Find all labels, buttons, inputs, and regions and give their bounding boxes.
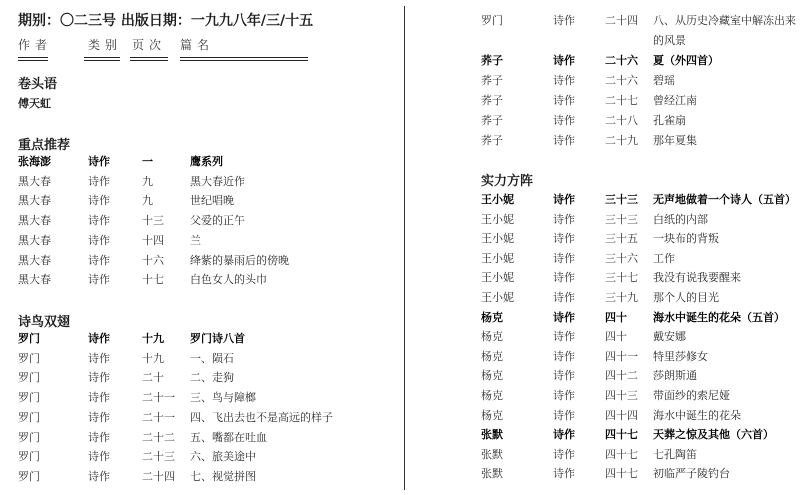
entry-author: 荞子 bbox=[481, 94, 503, 107]
entry-author: 荞子 bbox=[481, 74, 503, 87]
entry-category: 诗作 bbox=[553, 232, 575, 246]
entry-category: 诗作 bbox=[553, 94, 575, 107]
entry-category: 诗作 bbox=[88, 469, 110, 483]
entry-author: 杨克 bbox=[481, 369, 503, 383]
entry-title: 兰 bbox=[190, 233, 201, 247]
entry-page: 四十七 bbox=[605, 428, 638, 442]
entry-author: 王小妮 bbox=[481, 193, 514, 206]
entry-category: 诗作 bbox=[88, 155, 110, 168]
col-author: 作者 bbox=[18, 38, 53, 52]
entry-page: 二十三 bbox=[142, 450, 175, 464]
entry-title: 白纸的内部 bbox=[653, 212, 708, 226]
entry-category: 诗作 bbox=[88, 273, 110, 287]
entry-category: 诗作 bbox=[553, 310, 575, 324]
editor-name: 傅天虹 bbox=[18, 97, 51, 110]
entry-page: 二十七 bbox=[605, 94, 638, 107]
entry-title: 那年夏集 bbox=[653, 134, 697, 147]
entry-page: 四十二 bbox=[605, 369, 638, 383]
entry-title: 莎朗斯通 bbox=[653, 369, 697, 383]
column-divider bbox=[404, 6, 405, 490]
entry-author: 罗门 bbox=[18, 450, 40, 464]
entry-page: 三十七 bbox=[605, 271, 638, 285]
entry-author: 王小妮 bbox=[481, 271, 514, 285]
entry-category: 诗作 bbox=[553, 74, 575, 87]
entry-author: 罗门 bbox=[18, 391, 40, 405]
entry-author: 罗门 bbox=[18, 469, 40, 483]
entry-category: 诗作 bbox=[553, 349, 575, 363]
entry-author: 杨克 bbox=[481, 349, 503, 363]
entry-title: 鹰系列 bbox=[190, 155, 223, 168]
entry-title: 六、旅美途中 bbox=[190, 450, 256, 464]
entry-title: 戴安娜 bbox=[653, 330, 686, 344]
entry-category: 诗作 bbox=[553, 271, 575, 285]
entry-author: 黑大春 bbox=[18, 194, 51, 208]
entry-category: 诗作 bbox=[553, 291, 575, 304]
entry-author: 罗门 bbox=[18, 430, 40, 444]
entry-category: 诗作 bbox=[88, 450, 110, 464]
entry-page: 三十五 bbox=[605, 232, 638, 246]
entry-category: 诗作 bbox=[553, 114, 575, 127]
entry-category: 诗作 bbox=[88, 194, 110, 208]
entry-author: 罗门 bbox=[18, 371, 40, 385]
entry-author: 王小妮 bbox=[481, 291, 514, 304]
entry-title: 一块布的背叛 bbox=[653, 232, 719, 246]
entry-author: 荞子 bbox=[481, 134, 503, 147]
entry-page: 四十 bbox=[605, 310, 627, 324]
entry-page: 四十七 bbox=[605, 467, 638, 481]
entry-title: 初临严子陵钓台 bbox=[653, 467, 730, 481]
entry-author: 张默 bbox=[481, 467, 503, 481]
column-headers bbox=[18, 36, 318, 66]
entry-title: 碧瑶 bbox=[653, 74, 675, 87]
entry-title: 那个人的目光 bbox=[653, 291, 719, 304]
entry-page: 二十八 bbox=[605, 114, 638, 127]
entry-title: 世纪唱晚 bbox=[190, 194, 234, 208]
entry-author: 张海澎 bbox=[18, 155, 51, 168]
entry-category: 诗作 bbox=[553, 330, 575, 344]
entry-page: 二十一 bbox=[142, 410, 175, 424]
entry-category: 诗作 bbox=[553, 389, 575, 402]
section-heading: 诗鸟双翅 bbox=[18, 315, 71, 330]
entry-author: 罗门 bbox=[18, 351, 40, 365]
entry-category: 诗作 bbox=[553, 212, 575, 226]
entry-page: 四十四 bbox=[605, 408, 638, 422]
entry-title: 罗门诗八首 bbox=[190, 332, 245, 345]
entry-author: 黑大春 bbox=[18, 174, 51, 188]
entry-author: 荞子 bbox=[481, 54, 503, 67]
header-rule bbox=[180, 57, 308, 61]
col-category: 类别 bbox=[88, 38, 123, 52]
entry-title: 我没有说我要醒来 bbox=[653, 271, 741, 285]
entry-category: 诗作 bbox=[88, 174, 110, 188]
entry-category: 诗作 bbox=[553, 467, 575, 481]
entry-page: 九 bbox=[142, 194, 153, 208]
title-continuation: 的风景 bbox=[653, 34, 686, 47]
entry-title: 一、陨石 bbox=[190, 351, 234, 365]
entry-author: 杨克 bbox=[481, 389, 503, 402]
entry-author: 王小妮 bbox=[481, 232, 514, 246]
entry-title: 五、嘴都在吐血 bbox=[190, 430, 267, 444]
entry-author: 荞子 bbox=[481, 114, 503, 127]
section-heading: 重点推荐 bbox=[18, 138, 71, 153]
col-title: 篇名 bbox=[180, 38, 215, 52]
entry-author: 黑大春 bbox=[18, 233, 51, 247]
entry-author: 杨克 bbox=[481, 310, 503, 324]
entry-author: 黑大春 bbox=[18, 273, 51, 287]
entry-title: 三、鸟与障榔 bbox=[190, 391, 256, 405]
entry-title: 七孔陶笛 bbox=[653, 447, 697, 461]
entry-category: 诗作 bbox=[88, 214, 110, 228]
entry-category: 诗作 bbox=[88, 253, 110, 267]
entry-page: 四十七 bbox=[605, 447, 638, 461]
entry-page: 二十四 bbox=[142, 469, 175, 483]
entry-category: 诗作 bbox=[553, 54, 575, 67]
entry-title: 曾经江南 bbox=[653, 94, 697, 107]
entry-title: 夏（外四首） bbox=[653, 54, 719, 67]
col-page: 页次 bbox=[132, 38, 167, 52]
entry-author: 罗门 bbox=[18, 410, 40, 424]
entry-category: 诗作 bbox=[88, 332, 110, 345]
entry-title: 特里莎修女 bbox=[653, 349, 708, 363]
entry-page: 一 bbox=[142, 155, 153, 168]
entry-author: 黑大春 bbox=[18, 214, 51, 228]
entry-title: 天葬之惊及其他（六首） bbox=[653, 428, 774, 442]
entry-title: 白色女人的头巾 bbox=[190, 273, 267, 287]
entry-author: 王小妮 bbox=[481, 212, 514, 226]
entry-title: 孔雀扇 bbox=[653, 114, 686, 127]
entry-title: 四、飞出去也不是高远的样子 bbox=[190, 410, 333, 424]
entry-title: 绛紫的暴雨后的傍晚 bbox=[190, 253, 289, 267]
entry-page: 四十一 bbox=[605, 349, 638, 363]
entry-category: 诗作 bbox=[88, 371, 110, 385]
entry-title: 八、从历史冷藏室中解冻出来 bbox=[653, 14, 796, 27]
entry-page: 二十九 bbox=[605, 134, 638, 147]
entry-page: 十九 bbox=[142, 351, 164, 365]
entry-author: 张默 bbox=[481, 428, 503, 442]
entry-page: 三十六 bbox=[605, 251, 638, 265]
entry-page: 二十六 bbox=[605, 54, 638, 67]
entry-author: 罗门 bbox=[18, 332, 40, 345]
entry-category: 诗作 bbox=[553, 369, 575, 383]
section-heading: 卷头语 bbox=[18, 77, 58, 92]
entry-page: 九 bbox=[142, 174, 153, 188]
entry-page: 十四 bbox=[142, 233, 164, 247]
entry-title: 黑大春近作 bbox=[190, 174, 245, 188]
entry-category: 诗作 bbox=[553, 447, 575, 461]
entry-category: 诗作 bbox=[553, 251, 575, 265]
entry-page: 十三 bbox=[142, 214, 164, 228]
entry-category: 诗作 bbox=[553, 408, 575, 422]
entry-title: 海水中诞生的花朵 bbox=[653, 408, 741, 422]
entry-page: 三十九 bbox=[605, 291, 638, 304]
entry-page: 十九 bbox=[142, 332, 164, 345]
entry-page: 十七 bbox=[142, 273, 164, 287]
header-rule bbox=[130, 57, 168, 61]
entry-author: 张默 bbox=[481, 447, 503, 461]
entry-title: 工作 bbox=[653, 251, 675, 265]
section-heading: 实力方阵 bbox=[481, 174, 534, 189]
header-rule bbox=[84, 57, 120, 61]
entry-category: 诗作 bbox=[88, 233, 110, 247]
header-rule bbox=[18, 57, 48, 61]
issue-info: 期别：〇二三号 出版日期：一九九八年/三/十五 bbox=[18, 13, 314, 29]
entry-author: 杨克 bbox=[481, 408, 503, 422]
entry-author: 罗门 bbox=[481, 14, 503, 27]
entry-category: 诗作 bbox=[553, 134, 575, 147]
entry-page: 十六 bbox=[142, 253, 164, 267]
entry-category: 诗作 bbox=[88, 410, 110, 424]
entry-title: 父爱的正午 bbox=[190, 214, 245, 228]
entry-page: 二十 bbox=[142, 371, 164, 385]
entry-title: 七、视觉拼图 bbox=[190, 469, 256, 483]
entry-page: 二十二 bbox=[142, 430, 175, 444]
entry-category: 诗作 bbox=[553, 193, 575, 206]
entry-title: 海水中诞生的花朵（五首） bbox=[653, 310, 785, 324]
entry-category: 诗作 bbox=[88, 391, 110, 405]
entry-author: 黑大春 bbox=[18, 253, 51, 267]
entry-page: 四十三 bbox=[605, 389, 638, 402]
entry-category: 诗作 bbox=[553, 14, 575, 27]
entry-category: 诗作 bbox=[553, 428, 575, 442]
entry-page: 二十六 bbox=[605, 74, 638, 87]
entry-page: 二十一 bbox=[142, 391, 175, 405]
entry-title: 带面纱的索尼娅 bbox=[653, 389, 730, 402]
entry-page: 二十四 bbox=[605, 14, 638, 27]
entry-title: 无声地做着一个诗人（五首） bbox=[653, 193, 796, 206]
entry-category: 诗作 bbox=[88, 430, 110, 444]
entry-author: 王小妮 bbox=[481, 251, 514, 265]
entry-category: 诗作 bbox=[88, 351, 110, 365]
entry-author: 杨克 bbox=[481, 330, 503, 344]
entry-title: 二、走狗 bbox=[190, 371, 234, 385]
entry-page: 三十三 bbox=[605, 212, 638, 226]
entry-page: 三十三 bbox=[605, 193, 638, 206]
entry-page: 四十 bbox=[605, 330, 627, 344]
